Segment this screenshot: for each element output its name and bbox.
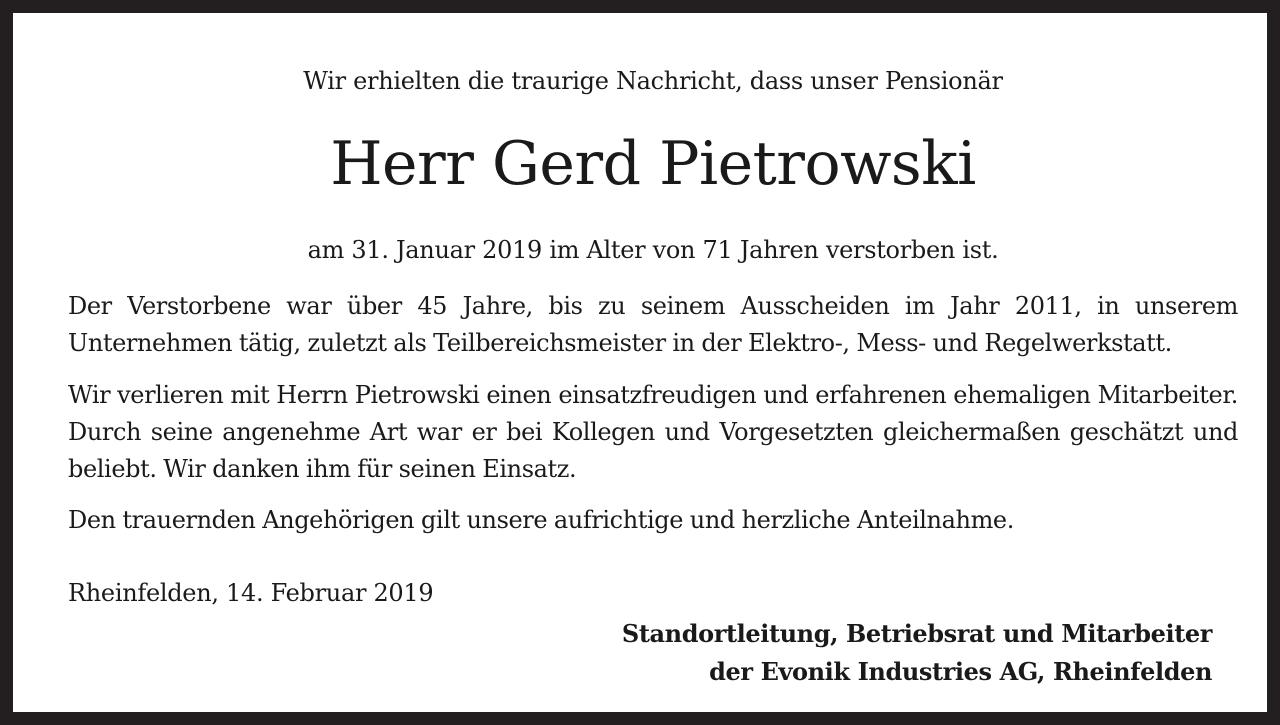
signature-line-2: der Evonik Industries AG, Rheinfelden bbox=[709, 657, 1212, 686]
place-and-date: Rheinfelden, 14. Februar 2019 bbox=[68, 579, 434, 607]
deceased-name: Herr Gerd Pietrowski bbox=[330, 129, 976, 199]
signature-line-1: Standortleitung, Betriebsrat und Mitarbeiter bbox=[621, 619, 1212, 648]
signature-block bbox=[622, 615, 1212, 691]
paragraph-condolence: Den trauernden Angehörigen gilt unsere aufrichtige und herzliche Anteilnahme. bbox=[68, 506, 1014, 534]
intro-line: Wir erhielten die traurige Nachricht, dass unser Pensionär bbox=[303, 67, 1003, 95]
paragraph-career: Der Verstorbene war über 45 Jahre, bis zu seinem Ausscheiden im Jahr 2011, in unserem Unternehmen tätig, zuletzt als Teilbereichsmeister in der Elektro-, Mess- und Regelwerkstatt. bbox=[68, 292, 1238, 357]
paragraph-tribute: Wir verlieren mit Herrn Pietrowski einen einsatzfreudigen und erfahrenen ehemaligen Mitarbeiter. Durch seine angenehme Art war er bei Kollegen und Vorgesetzten gleichermaßen geschätzt und beliebt. Wir danken ihm für seinen Einsatz. bbox=[68, 381, 1238, 483]
death-date-line: am 31. Januar 2019 im Alter von 71 Jahren verstorben ist. bbox=[307, 236, 999, 264]
